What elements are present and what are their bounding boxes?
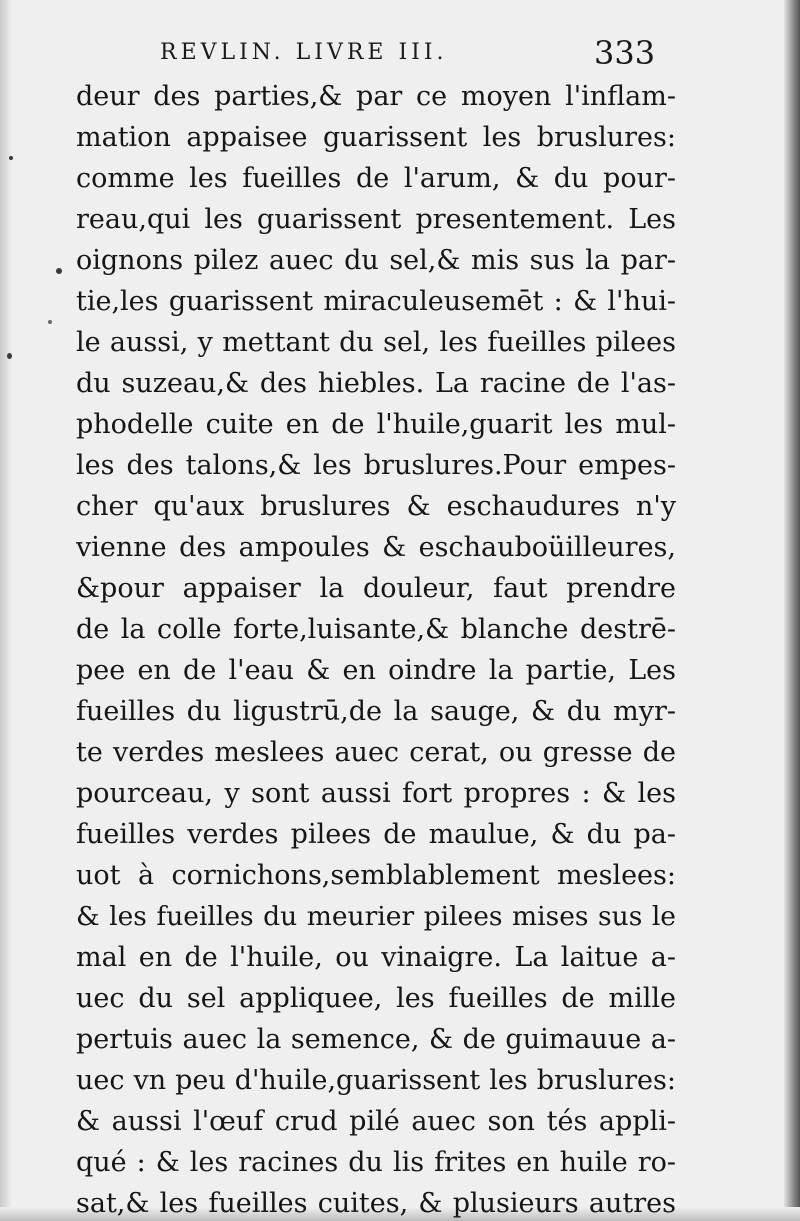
ink-speck (56, 268, 62, 274)
page-gutter-shadow (0, 0, 12, 1221)
text-line: comme les fueilles de l'arum, & du pour- (76, 163, 676, 194)
text-line: uec du sel appliquee, les fueilles de mille (76, 983, 676, 1014)
text-line: cher qu'aux bruslures & eschaudures n'y (76, 491, 676, 522)
text-line: pourceau, y sont aussi fort propres : & les (76, 778, 676, 809)
text-line: vienne des ampoules & eschauboüilleures, (76, 532, 676, 563)
text-line: deur des parties,& par ce moyen l'inflam- (76, 81, 676, 112)
text-line: qué : & les racines du lis frites en huile ro- (76, 1147, 676, 1178)
ink-speck (9, 156, 13, 160)
ink-speck (48, 320, 52, 324)
page-number: 333 (594, 34, 656, 72)
text-line: & aussi l'œuf crud pilé auec son tés appli- (76, 1106, 676, 1137)
text-line: tie,les guarissent miraculeusemēt : & l'hui- (76, 286, 676, 317)
text-line: mation appaisee guarissent les bruslures: (76, 122, 676, 153)
text-line: mal en de l'huile, ou vinaigre. La laitue a- (76, 942, 676, 973)
text-line: pertuis auec la semence, & de guimauue a- (76, 1024, 676, 1055)
text-line: uec vn peu d'huile,guarissent les bruslures: (76, 1065, 676, 1096)
text-line: le aussi, y mettant du sel, les fueilles pilees (76, 327, 676, 358)
text-line: du suzeau,& des hiebles. La racine de l'as- (76, 368, 676, 399)
ink-speck (7, 353, 12, 359)
text-line: fueilles verdes pilees de maulue, & du pa- (76, 819, 676, 850)
text-line: &pour appaiser la douleur, faut prendre (76, 573, 676, 604)
running-head-title: REVLIN. LIVRE III. (160, 40, 448, 65)
text-line: fueilles du ligustrū,de la sauge, & du myr- (76, 696, 676, 727)
text-line: pee en de l'eau & en oindre la partie, Les (76, 655, 676, 686)
text-line: te verdes meslees auec cerat, ou gresse de (76, 737, 676, 768)
text-line: reau,qui les guarissent presentement. Les (76, 204, 676, 235)
page-edge-shadow (784, 0, 800, 1221)
text-line: de la colle forte,luisante,& blanche destrē- (76, 614, 676, 645)
text-line: phodelle cuite en de l'huile,guarit les mul- (76, 409, 676, 440)
text-line: oignons pilez auec du sel,& mis sus la par- (76, 245, 676, 276)
text-line: & les fueilles du meurier pilees mises sus le (76, 901, 676, 932)
text-line: les des talons,& les bruslures.Pour empes- (76, 450, 676, 481)
body-text (76, 76, 676, 1221)
text-line: uot à cornichons,semblablement meslees: (76, 860, 676, 891)
text-line: sat,& les fueilles cuites, & plusieurs autres (76, 1188, 676, 1219)
running-head (0, 36, 800, 76)
